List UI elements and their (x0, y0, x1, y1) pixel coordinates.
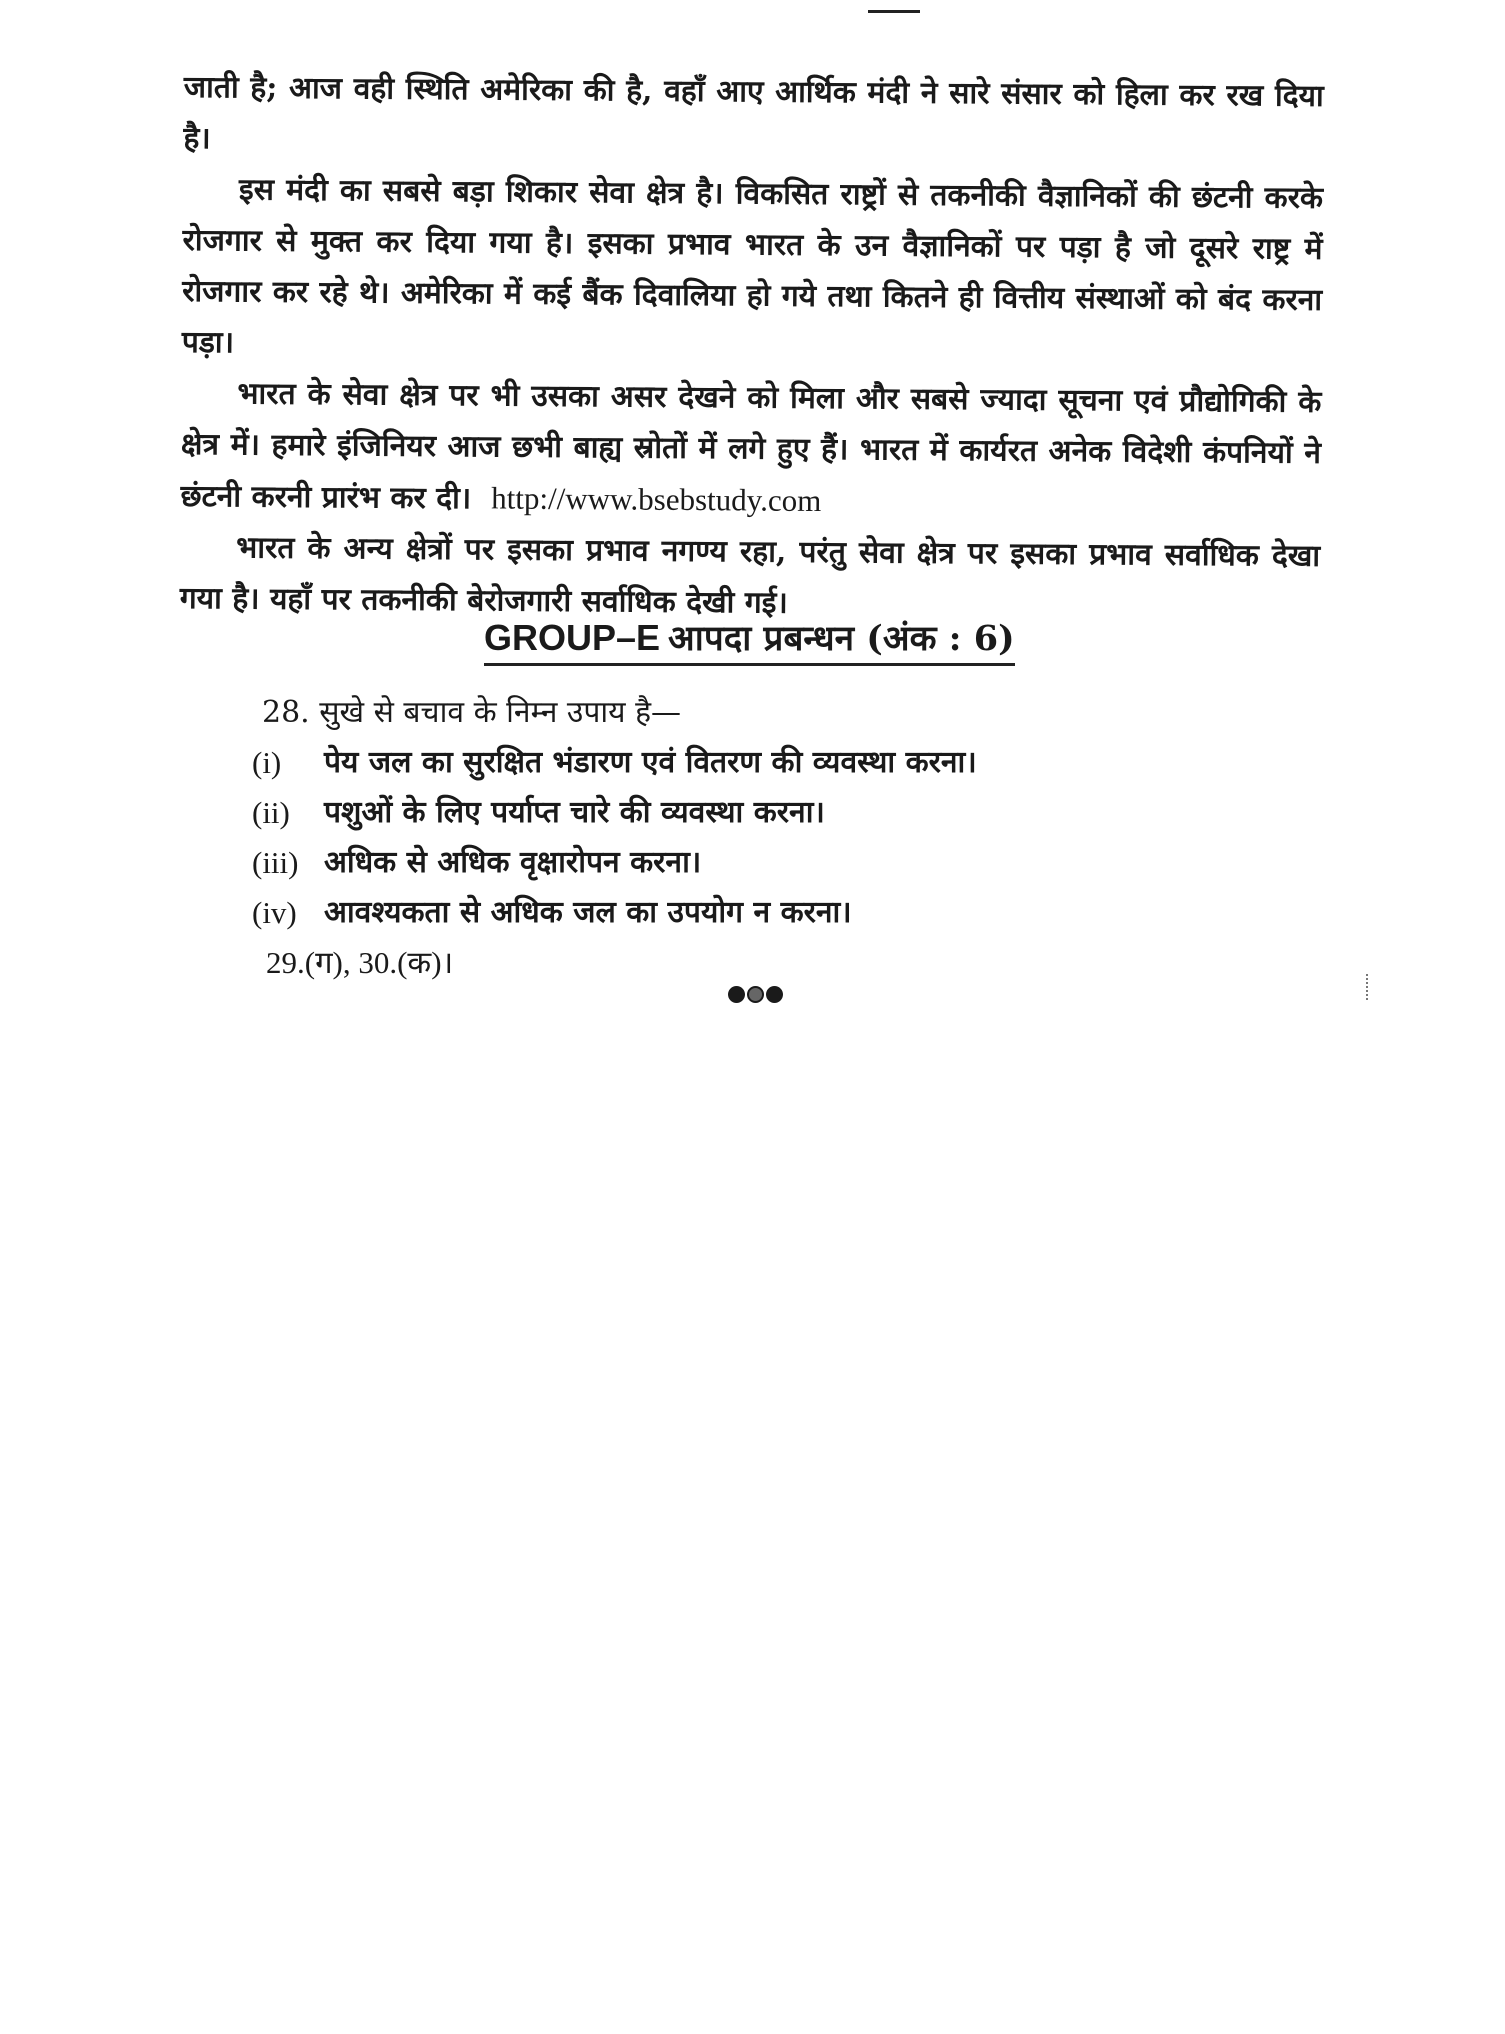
paragraph-3 (180, 368, 1321, 531)
margin-scan-mark (1366, 974, 1370, 1000)
question-28-answer (252, 688, 977, 988)
top-dash-mark (868, 10, 920, 13)
list-item-number: (i) (252, 745, 282, 780)
ornament-dot (766, 986, 783, 1003)
list-item-text: अधिक से अधिक वृक्षारोपन करना। (324, 845, 702, 880)
list-item (252, 788, 977, 838)
ornament-dot (728, 986, 745, 1003)
paragraph-3-text: भारत के सेवा क्षेत्र पर भी उसका असर देखने को मिला और सबसे ज्यादा सूचना एवं प्रौद्योगिकी के क्षेत्र में। हमारे इंजिनियर आज छभी बाह्य स्रोतों में लगे हुए हैं। भारत में कार्यरत अनेक विदेशी कंपनियों ने छंटनी करनी प्रारंभ कर दी। (180, 376, 1322, 517)
paragraph-2: इस मंदी का सबसे बड़ा शिकार सेवा क्षेत्र है। विकसित राष्ट्रों से तकनीकी वैज्ञानिकों की छंटनी करके रोजगार से मुक्त कर दिया गया है। इसका प्रभाव भारत के उन वैज्ञानिकों पर पड़ा है जो दूसरे राष्ट्र में रोजगार कर रहे थे। अमेरिका में कई बैंक दिवालिया हो गये तथा कितने ही वित्तीय संस्थाओं को बंद करना पड़ा। (181, 172, 1324, 361)
group-code: GROUP–E (484, 617, 661, 658)
answer-prose (180, 62, 1324, 633)
list-item-text: पशुओं के लिए पर्याप्त चारे की व्यवस्था करना। (324, 795, 825, 830)
end-ornament-icon (728, 986, 783, 1003)
list-item (252, 738, 977, 788)
paragraph-4: भारत के अन्य क्षेत्रों पर इसका प्रभाव नगण्य रहा, परंतु सेवा क्षेत्र पर इसका प्रभाव सर्वाधिक देखा गया है। यहाँ पर तकनीकी बेरोजगारी सर्वाधिक देखी गई। (179, 530, 1321, 621)
list-item-number: (iv) (252, 895, 297, 930)
list-item-number: (iii) (252, 845, 299, 880)
website-watermark: http://www.bsebstudy.com (491, 480, 822, 519)
section-heading (484, 614, 1015, 666)
list-item-text: आवश्यकता से अधिक जल का उपयोग न करना। (324, 895, 852, 930)
list-item-number: (ii) (252, 795, 290, 830)
question-28-intro: 28. सुखे से बचाव के निम्न उपाय है— (262, 695, 681, 730)
list-item (252, 838, 977, 888)
mcq-answers: 29.(ग), 30.(क)। (266, 945, 454, 980)
list-item (252, 888, 977, 938)
ornament-dot (747, 986, 764, 1003)
paragraph-1: जाती है; आज वही स्थिति अमेरिका की है, वहाँ आए आर्थिक मंदी ने सारे संसार को हिला कर रख दिया है। (183, 69, 1324, 157)
list-item-text: पेय जल का सुरक्षित भंडारण एवं वितरण की व्यवस्था करना। (324, 745, 977, 780)
group-title: आपदा प्रबन्धन (अंक : 6) (668, 618, 1015, 659)
